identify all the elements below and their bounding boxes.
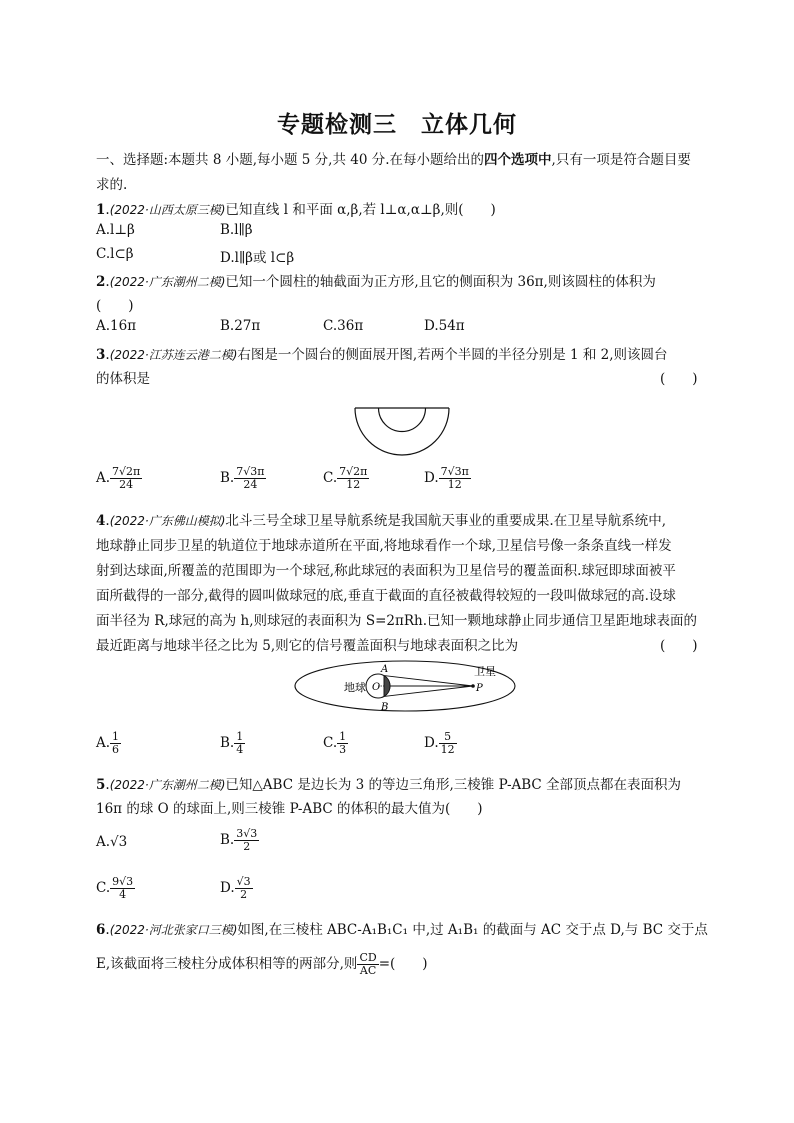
question-number: 5: [96, 777, 106, 793]
question-3-line2: 的体积是: [96, 371, 150, 387]
earth-label: 地球: [344, 681, 366, 694]
question-number: 3: [96, 347, 106, 363]
question-4-line5: 面半径为 R,球冠的高为 h,则球冠的表面积为 S=2πRh.已知一颗地球静止同步通信卫星距地球表面的: [96, 613, 697, 629]
point-p-label: P: [476, 683, 483, 694]
q3-option-c[interactable]: C. $\frac{7√2\pi}{12}$: [323, 465, 368, 491]
q4-option-b[interactable]: B. $\frac{1}{4}$: [220, 730, 244, 756]
section-instructions: [96, 148, 691, 168]
section-emphasis: 四个选项中: [484, 152, 552, 168]
q4-option-a[interactable]: A. $\frac{1}{6}$: [96, 730, 120, 756]
question-5-line2: 16π 的球 O 的球面上,则三棱锥 P-ABC 的体积的最大值为( ): [96, 801, 483, 817]
point-b-label: B: [381, 702, 389, 713]
q1-option-c[interactable]: C.l⊂β: [96, 246, 134, 262]
question-6: 6.(2022·河北张家口三模)如图,在三棱柱 ABC-A₁B₁C₁ 中,过 A₁B₁ 的截面与 AC 交于点 D,与 BC 交于点: [96, 922, 708, 938]
question-source: (2022·江苏连云港二模): [109, 348, 238, 362]
frustum-net-figure: [352, 405, 452, 457]
page-title: 专题检测三 立体几何: [277, 112, 517, 138]
q5-option-c[interactable]: C. $\frac{9√3}{4}$: [96, 875, 134, 901]
q1-option-d[interactable]: D.l∥β或 l⊂β: [220, 250, 295, 266]
section-text-b: ,只有一项是符合题目要: [551, 152, 691, 168]
point-a-label: A: [381, 664, 389, 675]
point-o-label: O: [372, 682, 381, 693]
question-text: 北斗三号全球卫星导航系统是我国航天事业的重要成果.在卫星导航系统中,: [225, 513, 667, 529]
q2-bracket: ( ): [96, 298, 134, 314]
question-2: 2.(2022·广东潮州二模)已知一个圆柱的轴截面为正方形,且它的侧面积为 36π,则该圆柱的体积为: [96, 274, 656, 290]
q3-option-b[interactable]: B. $\frac{7√3\pi}{24}$: [220, 465, 265, 491]
question-1: 1.(2022·山西太原三模)已知直线 l 和平面 α,β,若 l⊥α,α⊥β,则( ): [96, 202, 496, 218]
q2-option-a[interactable]: A.16π: [96, 318, 137, 334]
question-4-line4: 面所截得的一部分,截得的圆叫做球冠的底,垂直于截面的直径被截得较短的一段叫做球冠的高.设球: [96, 588, 676, 604]
question-source: (2022·广东潮州二模): [109, 275, 226, 289]
question-source: (2022·河北张家口三模): [109, 923, 238, 937]
question-text: 已知直线 l 和平面 α,β,若 l⊥α,α⊥β,则( ): [225, 202, 496, 218]
question-number: 1: [96, 202, 106, 218]
satellite-label: 卫星: [474, 665, 496, 678]
question-6-line2: E,该截面将三棱柱分成体积相等的两部分,则 $\frac{CD}{AC}$ =( ): [96, 951, 428, 977]
q5-option-b[interactable]: B. $\frac{3√3}{2}$: [220, 827, 258, 853]
question-3: 3.(2022·江苏连云港二模)右图是一个圆台的侧面展开图,若两个半圆的半径分别是 1 和 2,则该圆台: [96, 347, 668, 363]
q3-option-a[interactable]: A. $\frac{7√2\pi}{24}$: [96, 465, 141, 491]
question-4-line3: 射到达球面,所覆盖的范围即为一个球冠,称此球冠的表面积为卫星信号的覆盖面积.球冠即球面被平: [96, 563, 676, 579]
q4-option-c[interactable]: C. $\frac{1}{3}$: [323, 730, 347, 756]
question-number: 2: [96, 274, 106, 290]
question-5: 5.(2022·广东潮州二模)已知△ABC 是边长为 3 的等边三角形,三棱锥 P-ABC 全部顶点都在表面积为: [96, 777, 682, 793]
q4-option-d[interactable]: D. $\frac{5}{12}$: [424, 730, 455, 756]
q4-bracket: ( ): [660, 638, 698, 654]
q5-option-a[interactable]: A.√3: [96, 834, 128, 850]
question-text: 已知一个圆柱的轴截面为正方形,且它的侧面积为 36π,则该圆柱的体积为: [225, 274, 656, 290]
q1-option-b[interactable]: B.l∥β: [220, 222, 253, 238]
section-instructions-2: 求的.: [96, 177, 128, 193]
q5-option-d[interactable]: D. $\frac{√3}{2}$: [220, 875, 251, 901]
question-source: (2022·广东佛山模拟): [109, 514, 226, 528]
question-number: 4: [96, 513, 106, 529]
q3-option-d[interactable]: D. $\frac{7√3\pi}{12}$: [424, 465, 469, 491]
question-number: 6: [96, 922, 106, 938]
q2-option-b[interactable]: B.27π: [220, 318, 261, 334]
section-text: 一、选择题:本题共 8 小题,每小题 5 分,共 40 分.在每小题给出的: [96, 152, 485, 168]
question-4-line6: 最近距离与地球半径之比为 5,则它的信号覆盖面积与地球表面积之比为: [96, 638, 519, 654]
question-source: (2022·山西太原三模): [109, 203, 226, 217]
question-text: 已知△ABC 是边长为 3 的等边三角形,三棱锥 P-ABC 全部顶点都在表面积为: [225, 777, 682, 793]
question-source: (2022·广东潮州二模): [109, 778, 226, 792]
q2-option-d[interactable]: D.54π: [424, 318, 465, 334]
question-text: 右图是一个圆台的侧面展开图,若两个半圆的半径分别是 1 和 2,则该圆台: [237, 347, 668, 363]
q1-option-a[interactable]: A.l⊥β: [96, 222, 135, 238]
satellite-orbit-figure: [290, 658, 520, 714]
question-4-line2: 地球静止同步卫星的轨道位于地球赤道所在平面,将地球看作一个球,卫星信号像一条条直线一样发: [96, 538, 672, 554]
question-4: 4.(2022·广东佛山模拟)北斗三号全球卫星导航系统是我国航天事业的重要成果.在卫星导航系统中,: [96, 513, 667, 529]
cd-ac-fraction: $\frac{CD}{AC}$: [359, 951, 377, 977]
q3-bracket: ( ): [660, 371, 698, 387]
q2-option-c[interactable]: C.36π: [323, 318, 364, 334]
question-text: 如图,在三棱柱 ABC-A₁B₁C₁ 中,过 A₁B₁ 的截面与 AC 交于点 D,与 BC 交于点: [237, 922, 708, 938]
